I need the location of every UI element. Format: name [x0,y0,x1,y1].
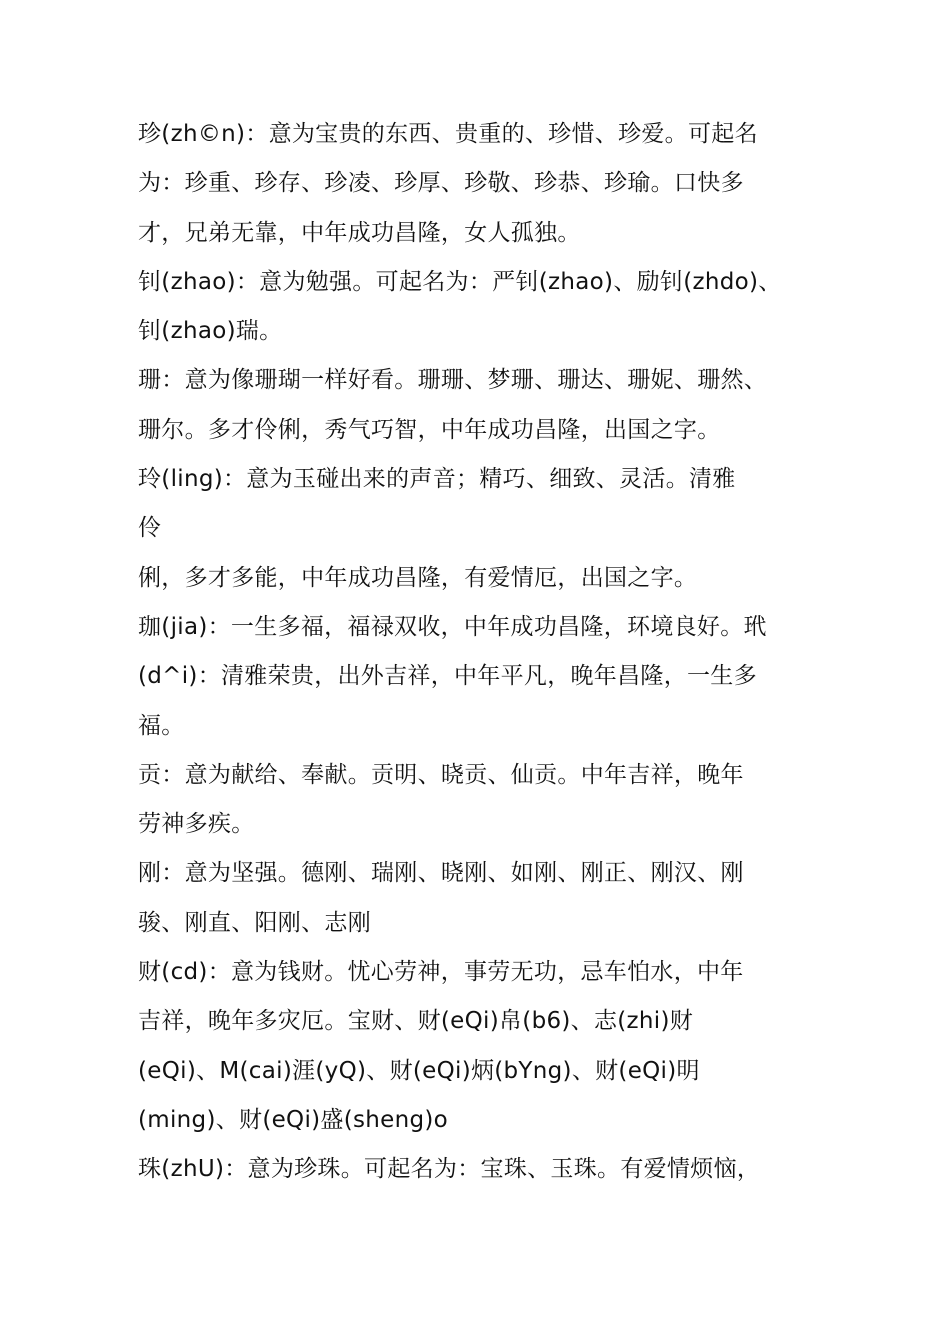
text-line: (d^i)：清雅荣贵，出外吉祥，中年平凡，晚年昌隆，一生多 [138,663,757,690]
text-line: 珈(jia)：一生多福，福禄双收，中年成功昌隆，环境良好。玳 [138,613,767,640]
text-line: 玲(ling)：意为玉碰出来的声音；精巧、细致、灵活。清雅 [138,466,736,493]
text-line: 刚：意为坚强。德刚、瑞刚、晓刚、如刚、刚正、刚汉、刚 [138,860,744,887]
text-line: 珊：意为像珊瑚一样好看。珊珊、梦珊、珊达、珊妮、珊然、 [138,367,768,394]
text-line: 钊(zhao)瑞。 [138,318,283,345]
body-text [138,110,828,1195]
text-line: 福。 [138,712,185,739]
text-line: 劳神多疾。 [138,811,255,838]
text-line: 珠(zhU)：意为珍珠。可起名为：宝珠、玉珠。有爱情烦恼， [138,1156,761,1183]
text-line: 吉祥，晚年多灾厄。宝财、财(eQi)帛(b6)、志(zhi)财 [138,1008,694,1035]
text-line: 为：珍重、珍存、珍凌、珍厚、珍敬、珍恭、珍瑜。口快多 [138,170,744,197]
text-line: 伶 [138,515,162,542]
text-line: 珊尔。多才伶俐，秀气巧智，中年成功昌隆，出国之字。 [138,416,721,443]
text-line: 财(cd)：意为钱财。忧心劳神，事劳无功，忌车怕水，中年 [138,959,744,986]
text-line: 骏、刚直、阳刚、志刚 [138,909,371,936]
text-line: 钊(zhao)：意为勉强。可起名为：严钊(zhao)、励钊(zhdo)、 [138,268,782,295]
text-line: 俐，多才多能，中年成功昌隆，有爱情厄，出国之字。 [138,564,698,591]
text-line: 才，兄弟无靠，中年成功昌隆，女人孤独。 [138,219,581,246]
text-line: 珍(zh©n)：意为宝贵的东西、贵重的、珍惜、珍爱。可起名 [138,121,758,147]
text-line: (eQi)、M(cai)涯(yQ)、财(eQi)炳(bYng)、财(eQi)明 [138,1057,700,1084]
text-line: 贡：意为献给、奉献。贡明、晓贡、仙贡。中年吉祥，晚年 [138,761,744,788]
text-line: (ming)、财(eQi)盛(sheng)o [138,1106,449,1133]
